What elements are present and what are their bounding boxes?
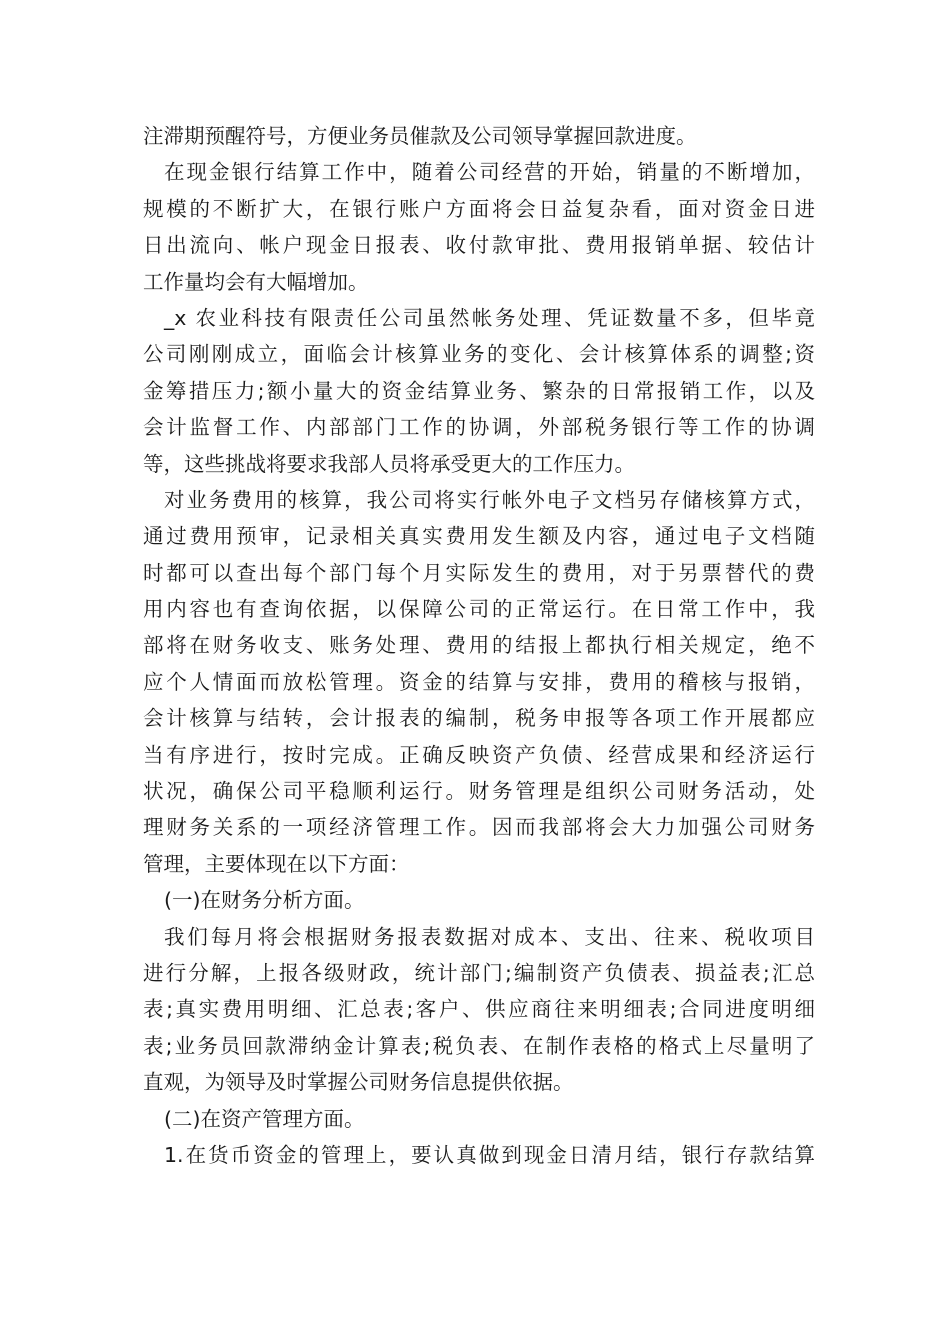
text-line: 管理，主要体现在以下方面： bbox=[143, 851, 410, 876]
text-line: 进行分解，上报各级财政，统计部门;编制资产负债表、损益表;汇总 bbox=[143, 960, 815, 985]
text-line: 在现金银行结算工作中，随着公司经营的开始，销量的不断增加， bbox=[164, 160, 815, 185]
text-line: 1.在货币资金的管理上，要认真做到现金日清月结，银行存款结算 bbox=[164, 1142, 815, 1167]
text-line: 当有序进行，按时完成。正确反映资产负债、经营成果和经济运行 bbox=[143, 742, 815, 767]
text-line: 表;真实费用明细、汇总表;客户、供应商往来明细表;合同进度明细 bbox=[143, 997, 815, 1022]
text-line: 理财务关系的一项经济管理工作。因而我部将会大力加强公司财务 bbox=[143, 815, 815, 840]
text-line: (二)在资产管理方面。 bbox=[164, 1106, 365, 1131]
text-line: 我们每月将会根据财务报表数据对成本、支出、往来、税收项目 bbox=[164, 924, 815, 949]
text-line: 时都可以查出每个部门每个月实际发生的费用，对于另票替代的费 bbox=[143, 560, 815, 585]
text-line: 通过费用预审，记录相关真实费用发生额及内容，通过电子文档随 bbox=[143, 524, 815, 549]
text-line: 会计核算与结转，会计报表的编制，税务申报等各项工作开展都应 bbox=[143, 706, 815, 731]
text-line: 工作量均会有大幅增加。 bbox=[143, 269, 369, 294]
text-line: 金筹措压力;额小量大的资金结算业务、繁杂的日常报销工作，以及 bbox=[143, 378, 815, 403]
body-text bbox=[143, 118, 815, 1173]
text-line: 日出流向、帐户现金日报表、收付款审批、费用报销单据、较估计 bbox=[143, 233, 815, 258]
text-line: 表;业务员回款滞纳金计算表;税负表、在制作表格的格式上尽量明了 bbox=[143, 1033, 815, 1058]
text-line: 状况，确保公司平稳顺利运行。财务管理是组织公司财务活动，处 bbox=[143, 779, 815, 804]
text-line: 公司刚刚成立，面临会计核算业务的变化、会计核算体系的调整;资 bbox=[143, 342, 815, 367]
text-line: _x 农业科技有限责任公司虽然帐务处理、凭证数量不多，但毕竟 bbox=[164, 305, 815, 330]
text-line: 对业务费用的核算，我公司将实行帐外电子文档另存储核算方式， bbox=[164, 487, 815, 512]
text-line: 用内容也有查询依据，以保障公司的正常运行。在日常工作中，我 bbox=[143, 597, 815, 622]
text-line: 直观，为领导及时掌握公司财务信息提供依据。 bbox=[143, 1070, 574, 1095]
text-line: 等，这些挑战将要求我部人员将承受更大的工作压力。 bbox=[143, 451, 635, 476]
text-line: 注滞期预醒符号，方便业务员催款及公司领导掌握回款进度。 bbox=[143, 124, 697, 148]
text-line: 规模的不断扩大，在银行账户方面将会日益复杂看，面对资金日进 bbox=[143, 196, 815, 221]
text-line: 部将在财务收支、账务处理、费用的结报上都执行相关规定，绝不 bbox=[143, 633, 815, 658]
text-line: 应个人情面而放松管理。资金的结算与安排，费用的稽核与报销， bbox=[143, 669, 815, 694]
text-line: 会计监督工作、内部部门工作的协调，外部税务银行等工作的协调 bbox=[143, 415, 815, 440]
text-line: (一)在财务分析方面。 bbox=[164, 888, 365, 913]
